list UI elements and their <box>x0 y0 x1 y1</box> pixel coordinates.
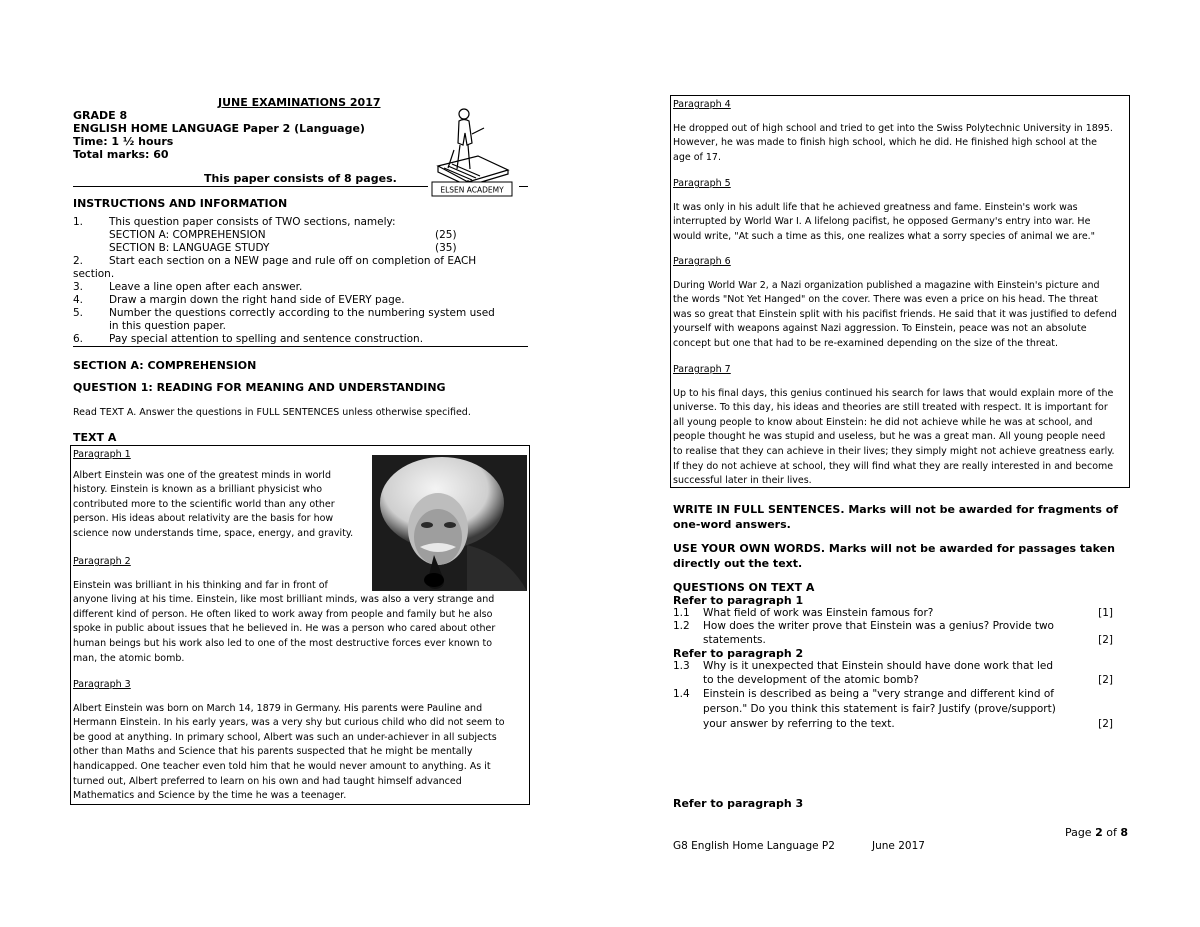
p6-line: was so great that Einstein split with his pacifist friends. He said that it was justified to defend <box>673 308 1117 320</box>
p6-line: During World War 2, a Nazi organization published a magazine with Einstein's picture and <box>673 279 1100 291</box>
p4-title: Paragraph 4 <box>673 99 731 110</box>
pages-note: This paper consists of 8 pages. <box>204 172 397 185</box>
p2-line: human beings but his work also led to one of the most destructive forces ever known to <box>73 637 493 649</box>
p4-line: age of 17. <box>673 151 722 163</box>
refer-paragraph-1: Refer to paragraph 1 <box>673 594 804 607</box>
p6-line: concept but one that had to be re-examined depending on the size of the threat. <box>673 337 1059 349</box>
p3-line: Hermann Einstein. In his early years, was a very shy but curious child who did not seem to <box>73 717 505 729</box>
p7-line: If they do not achieve at school, they will find what they are really interested in and become <box>673 460 1114 472</box>
section-b-marks: (35) <box>435 242 457 254</box>
paragraph-7 <box>673 363 1129 489</box>
school-logo <box>426 104 522 198</box>
grade: GRADE 8 <box>73 109 128 122</box>
q-text: Einstein is described as being a "very strange and different kind of <box>703 688 1054 700</box>
p3-line: Mathematics and Science by the time he was a teenager. <box>73 790 347 802</box>
instr-text-3: Leave a line open after each answer. <box>109 281 303 293</box>
text-a-label: TEXT A <box>73 431 117 444</box>
p6-line: yourself with weapons against Nazi aggression. To Einstein, peace was not an absolute <box>673 323 1087 335</box>
paragraph-6 <box>673 255 1129 352</box>
note-line: WRITE IN FULL SENTENCES. Marks will not be awarded for fragments of <box>673 503 1119 516</box>
q-number: 1.4 <box>673 688 690 700</box>
page-number <box>1030 826 1128 839</box>
q-marks: [2] <box>1098 718 1113 730</box>
q-text: your answer by referring to the text. <box>703 718 895 730</box>
p1-line: contributed more to the scientific world than any other <box>73 498 335 510</box>
section-a-heading: SECTION A: COMPREHENSION <box>73 359 257 372</box>
p1-line: Albert Einstein was one of the greatest minds in world <box>73 469 331 481</box>
instructions-list <box>73 216 528 348</box>
page-prefix: Page <box>1064 826 1096 839</box>
instr-num-5: 5. <box>73 307 84 319</box>
footer-right: June 2017 <box>872 840 925 852</box>
question-1-heading: QUESTION 1: READING FOR MEANING AND UNDERSTANDING <box>73 381 446 394</box>
section-b-line: SECTION B: LANGUAGE STUDY <box>109 242 270 254</box>
refer-paragraph-2: Refer to paragraph 2 <box>673 647 804 660</box>
p7-line: Up to his final days, this genius continued his search for laws that would explain more of the <box>673 387 1114 399</box>
exam-title: JUNE EXAMINATIONS 2017 <box>218 96 381 109</box>
question-1-2 <box>673 620 1113 648</box>
p5-line: would write, "At such a time as this, one realizes what a sorry species of animal we are." <box>673 230 1096 242</box>
p1-line: history. Einstein is known as a brilliant physicist who <box>73 484 323 496</box>
p7-line: successful later in their lives. <box>673 475 812 487</box>
q-text: to the development of the atomic bomb? <box>703 674 919 686</box>
note-line: directly out the text. <box>673 557 803 570</box>
exam-meta <box>73 109 365 161</box>
p3-line: turned out, Albert preferred to learn on his own and had taught himself advanced <box>73 775 462 787</box>
instr-text-5-cont: in this question paper. <box>109 320 227 332</box>
instr-text-2-cont: section. <box>73 268 115 280</box>
p7-line: people thought he was stupid and useless, but he was a great man. All young people need <box>673 431 1106 443</box>
q-text: How does the writer prove that Einstein was a genius? Provide two <box>703 620 1054 632</box>
q-marks: [2] <box>1098 674 1113 686</box>
page-total: 8 <box>1120 826 1128 839</box>
p2-line: spoke in public about issues that he believed in. He was a person who cared about other <box>73 623 496 635</box>
header-rule-right <box>519 186 528 187</box>
p3-line: handicapped. One teacher even told him that he would never amount to anything. As it <box>73 760 491 772</box>
p4-line: However, he was made to finish high school, which he did. He finished high school at the <box>673 137 1098 149</box>
paragraph-3 <box>73 678 528 804</box>
p3-line: other than Maths and Science that his parents suspected that he might be mentally <box>73 746 473 758</box>
page-current: 2 <box>1095 826 1103 839</box>
section-a-marks: (25) <box>435 229 457 241</box>
p2-line: different kind of person. He often liked to work away from people and family but he also <box>73 608 493 620</box>
p1-line: person. His ideas about relativity are the basis for how <box>73 513 334 525</box>
section-a-line: SECTION A: COMPREHENSION <box>109 229 266 241</box>
footer-left: G8 English Home Language P2 <box>673 840 835 852</box>
instr-text-4: Draw a margin down the right hand side of EVERY page. <box>109 294 405 306</box>
p6-title: Paragraph 6 <box>673 256 731 267</box>
q-marks: [2] <box>1098 634 1113 646</box>
p2-line: anyone living at his time. Einstein, like most brilliant minds, was also a very strange and <box>73 594 495 606</box>
logo-text: ELSEN ACADEMY <box>440 185 504 195</box>
full-sentences-note <box>673 502 1118 532</box>
instr-text-6: Pay special attention to spelling and sentence construction. <box>109 333 424 345</box>
paragraph-1 <box>73 448 373 542</box>
question-1-3 <box>673 660 1113 688</box>
note-line: USE YOUR OWN WORDS. Marks will not be awarded for passages taken <box>673 542 1115 555</box>
q-number: 1.2 <box>673 620 690 632</box>
total-marks: Total marks: 60 <box>73 148 169 161</box>
p2-title: Paragraph 2 <box>73 556 131 567</box>
instructions-rule <box>73 346 528 347</box>
p4-line: He dropped out of high school and tried to get into the Swiss Polytechnic University in 1895. <box>673 122 1113 134</box>
p5-line: It was only in his adult life that he achieved greatness and fame. Einstein's work was <box>673 201 1078 213</box>
p7-line: to realise that they can achieve in their lives; they simply might not achieve greatness early. <box>673 445 1115 457</box>
q-text: What field of work was Einstein famous for? <box>703 607 934 619</box>
instr-num-3: 3. <box>73 281 84 293</box>
own-words-note <box>673 541 1115 571</box>
p6-line: the words "Not Yet Hanged" on the cover. There was even a price on his head. The threat <box>673 294 1098 306</box>
instr-num-4: 4. <box>73 294 84 306</box>
paragraph-5 <box>673 177 1129 244</box>
subject: ENGLISH HOME LANGUAGE Paper 2 (Language) <box>73 122 365 135</box>
p7-line: all young people to know about Einstein: he did not achieve while he was at school, and <box>673 416 1093 428</box>
p1-line: science now understands time, space, energy, and gravity. <box>73 527 354 539</box>
instr-num-6: 6. <box>73 333 84 345</box>
q-marks: [1] <box>1098 607 1113 619</box>
time-allowed: Time: 1 ½ hours <box>73 135 174 148</box>
read-instruction: Read TEXT A. Answer the questions in FULL SENTENCES unless otherwise specified. <box>73 407 471 418</box>
paragraph-2 <box>73 555 528 666</box>
p7-line: universe. To this day, his ideas and theories are still treated with respect. It is important for <box>673 402 1108 414</box>
q-number: 1.3 <box>673 660 690 672</box>
p2-line: Einstein was brilliant in his thinking and far in front of <box>73 579 328 591</box>
question-1-4 <box>673 688 1113 730</box>
instructions-heading: INSTRUCTIONS AND INFORMATION <box>73 197 288 210</box>
note-line: one-word answers. <box>673 518 791 531</box>
instr-text-5: Number the questions correctly according to the numbering system used <box>109 307 495 319</box>
refer-paragraph-3: Refer to paragraph 3 <box>673 797 804 810</box>
instr-num-2: 2. <box>73 255 84 267</box>
q-text: statements. <box>703 634 766 646</box>
q-number: 1.1 <box>673 607 690 619</box>
p3-title: Paragraph 3 <box>73 679 131 690</box>
p5-title: Paragraph 5 <box>673 178 731 189</box>
p7-title: Paragraph 7 <box>673 364 731 375</box>
question-1-1 <box>673 607 1113 621</box>
p3-line: Albert Einstein was born on March 14, 1879 in Germany. His parents were Pauline and <box>73 702 483 714</box>
q-text: Why is it unexpected that Einstein should have done work that led <box>703 660 1054 672</box>
questions-heading: QUESTIONS ON TEXT A <box>673 581 815 594</box>
p5-line: interrupted by World War I. A lifelong pacifist, he opposed Germany's entry into war. He <box>673 216 1091 228</box>
q-text: person." Do you think this statement is fair? Justify (prove/support) <box>703 703 1056 715</box>
instr-text-2: Start each section on a NEW page and rule off on completion of EACH <box>109 255 477 267</box>
paragraph-4 <box>673 98 1129 165</box>
header-rule <box>73 186 428 187</box>
instr-num-1: 1. <box>73 216 84 228</box>
p2-line: man, the atomic bomb. <box>73 652 185 664</box>
instr-text-1: This question paper consists of TWO sections, namely: <box>109 216 396 228</box>
p1-title: Paragraph 1 <box>73 449 131 460</box>
page-of: of <box>1102 826 1121 839</box>
p3-line: be good at anything. In primary school, Albert was such an under-achiever in all subjects <box>73 731 497 743</box>
